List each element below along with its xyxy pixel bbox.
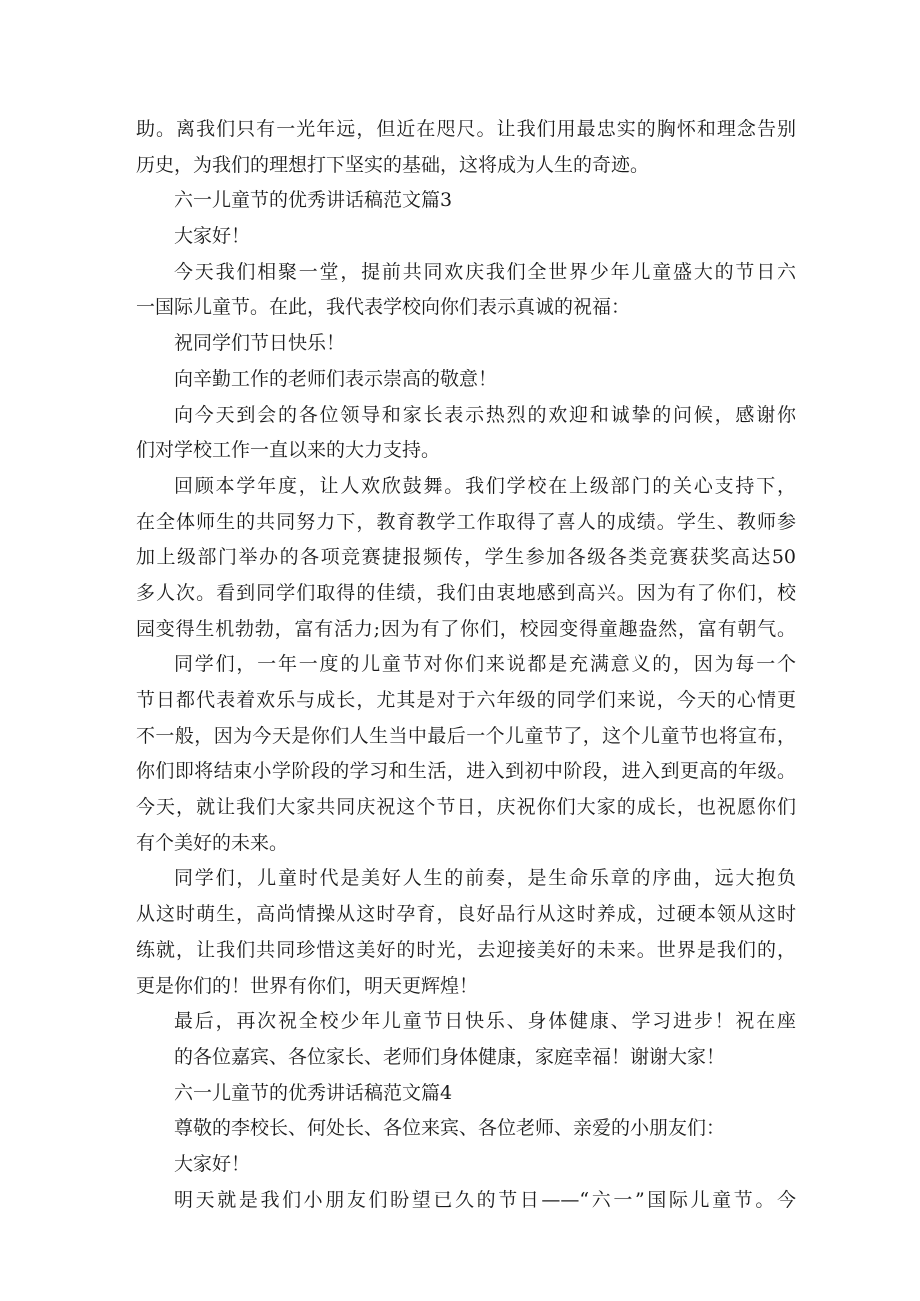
text-line: 多人次。看到同学们取得的佳绩，我们由衷地感到高兴。因为有了你们，校 [136, 581, 796, 604]
text-line: 今天，就让我们大家共同庆祝这个节日，庆祝你们大家的成长，也祝愿你们 [136, 796, 796, 819]
text-line: 一国际儿童节。在此，我代表学校向你们表示真诚的祝福： [136, 296, 631, 319]
text-line: 大家好！ [174, 1152, 251, 1175]
text-line: 六一儿童节的优秀讲话稿范文篇4 [174, 1081, 453, 1104]
text-line: 明天就是我们小朋友们盼望已久的节日——“六一”国际儿童节。今 [174, 1188, 796, 1211]
text-line: 最后，再次祝全校少年儿童节日快乐、身体健康、学习进步！祝在座 [174, 1010, 796, 1033]
text-line: 向辛勤工作的老师们表示崇高的敬意！ [174, 367, 498, 390]
text-line: 大家好！ [174, 225, 251, 248]
text-line: 向今天到会的各位领导和家长表示热烈的欢迎和诚挚的问候，感谢你 [174, 403, 796, 426]
text-line: 六一儿童节的优秀讲话稿范文篇3 [174, 189, 453, 212]
text-line: 节日都代表着欢乐与成长，尤其是对于六年级的同学们来说，今天的心情更 [136, 689, 796, 711]
text-line: 祝同学们节日快乐！ [174, 332, 346, 355]
text-line: 的各位嘉宾、各位家长、老师们身体健康，家庭幸福！谢谢大家！ [174, 1045, 726, 1068]
text-line: 回顾本学年度，让人欢欣鼓舞。我们学校在上级部门的关心支持下， [174, 474, 796, 497]
text-line: 助。离我们只有一光年远，但近在咫尺。让我们用最忠实的胸怀和理念告别 [136, 118, 796, 140]
text-line: 历史，为我们的理想打下坚实的基础，这将成为人生的奇迹。 [136, 153, 650, 176]
text-line: 同学们，一年一度的儿童节对你们来说都是充满意义的，因为每一个 [174, 653, 796, 676]
text-line: 园变得生机勃勃，富有活力;因为有了你们，校园变得童趣盎然，富有朝气。 [136, 617, 796, 640]
text-line: 你们即将结束小学阶段的学习和生活，进入到初中阶段，进入到更高的年级。 [136, 760, 796, 783]
text-line: 更是你们的！世界有你们，明天更辉煌！ [136, 974, 479, 997]
text-line: 不一般，因为今天是你们人生当中最后一个儿童节了，这个儿童节也将宣布， [136, 724, 796, 747]
text-line: 今天我们相聚一堂，提前共同欢庆我们全世界少年儿童盛大的节日六 [174, 260, 796, 283]
text-line: 在全体师生的共同努力下，教育教学工作取得了喜人的成绩。学生、教师参 [136, 510, 796, 533]
text-line: 们对学校工作一直以来的大力支持。 [136, 439, 441, 462]
text-line: 加上级部门举办的各项竞赛捷报频传，学生参加各级各类竞赛获奖高达50 [136, 546, 796, 569]
text-line: 练就，让我们共同珍惜这美好的时光，去迎接美好的未来。世界是我们的， [136, 938, 796, 961]
text-line: 尊敬的李校长、何处长、各位来宾、各位老师、亲爱的小朋友们： [174, 1117, 726, 1140]
text-line: 同学们，儿童时代是美好人生的前奏，是生命乐章的序曲，远大抱负 [174, 867, 796, 890]
text-line: 有个美好的未来。 [136, 831, 289, 854]
document-body [136, 112, 796, 1218]
text-line: 从这时萌生，高尚情操从这时孕育，良好品行从这时养成，过硬本领从这时 [136, 903, 796, 926]
